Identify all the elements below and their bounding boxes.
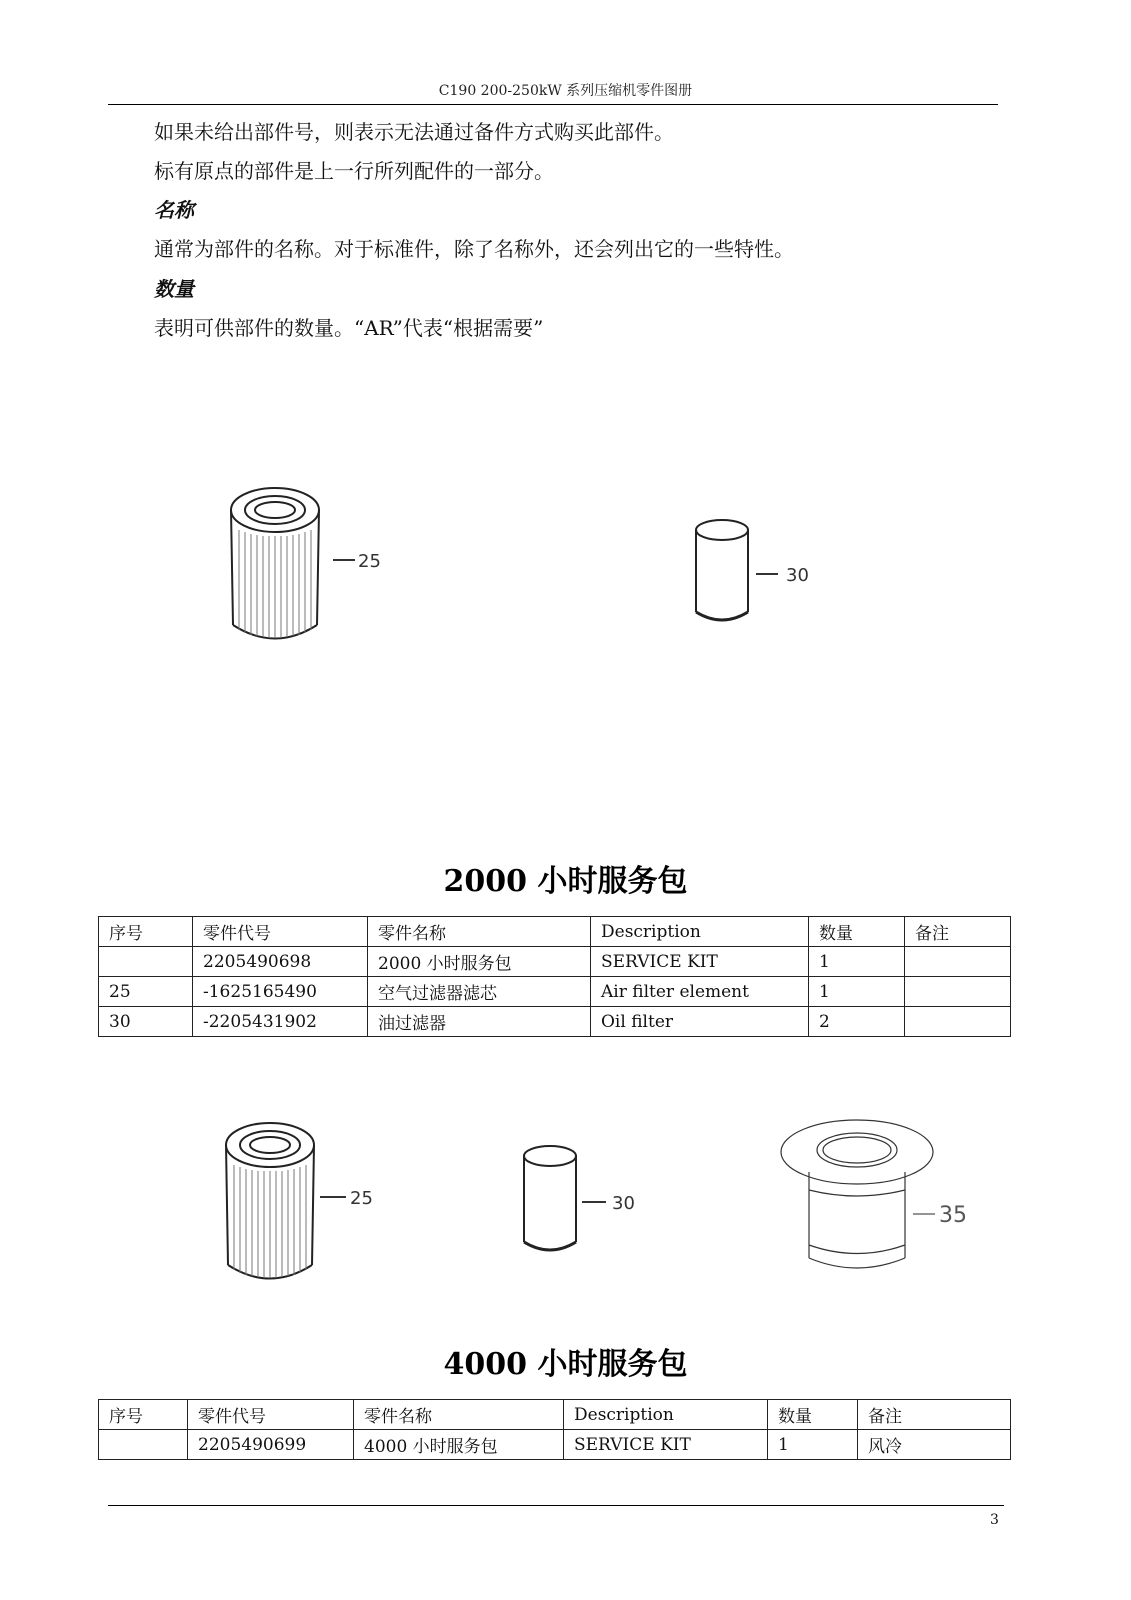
cell-part-number: 2205490699 [188, 1430, 354, 1460]
running-header: C190 200-250kW 系列压缩机零件图册 [438, 83, 693, 99]
callout-25-bottom: 25 [350, 1188, 373, 1209]
callout-35: 35 [939, 1203, 967, 1228]
cell-quantity: 2 [809, 1007, 905, 1037]
cell-part-number: 2205490698 [193, 947, 368, 977]
cell-remarks [905, 947, 1011, 977]
cell-description: SERVICE KIT [564, 1430, 768, 1460]
table-header-row [99, 1400, 1011, 1430]
col-header-index: 序号 [99, 917, 193, 947]
heading-quantity: 数量 [154, 277, 194, 301]
cell-description: Air filter element [591, 977, 809, 1007]
cell-part-name: 油过滤器 [368, 1007, 591, 1037]
cell-part-name: 空气过滤器滤芯 [368, 977, 591, 1007]
cell-index [99, 947, 193, 977]
cell-part-number: -2205431902 [193, 1007, 368, 1037]
col-header-part-number: 零件代号 [193, 917, 368, 947]
cell-description: SERVICE KIT [591, 947, 809, 977]
cell-remarks [905, 977, 1011, 1007]
cell-index: 25 [99, 977, 193, 1007]
cell-remarks [905, 1007, 1011, 1037]
table-row [99, 1430, 1011, 1460]
col-header-part-name: 零件名称 [354, 1400, 564, 1430]
section-2000-title: 2000 小时服务包 [443, 864, 688, 899]
table-row [99, 977, 1011, 1007]
col-header-remarks: 备注 [858, 1400, 1011, 1430]
cell-part-name: 4000 小时服务包 [354, 1430, 564, 1460]
oil-filter-figure-top [690, 512, 830, 632]
cell-index [99, 1430, 188, 1460]
service-kit-4000-table [98, 1399, 1011, 1460]
cell-quantity: 1 [809, 977, 905, 1007]
callout-25-top: 25 [358, 551, 381, 572]
separator-element-figure [775, 1110, 985, 1290]
header-rule [108, 104, 998, 105]
cell-description: Oil filter [591, 1007, 809, 1037]
section-4000-title: 4000 小时服务包 [443, 1347, 688, 1382]
name-description: 通常为部件的名称。对于标准件，除了名称外，还会列出它的一些特性。 [154, 237, 794, 261]
cell-quantity: 1 [809, 947, 905, 977]
intro-line-2: 标有原点的部件是上一行所列配件的一部分。 [154, 159, 554, 183]
table-row [99, 1007, 1011, 1037]
col-header-index: 序号 [99, 1400, 188, 1430]
table-header-row [99, 917, 1011, 947]
col-header-description: Description [591, 917, 809, 947]
col-header-description: Description [564, 1400, 768, 1430]
heading-name: 名称 [154, 198, 194, 222]
quantity-description: 表明可供部件的数量。“AR”代表“根据需要” [154, 316, 544, 340]
cell-index: 30 [99, 1007, 193, 1037]
service-kit-2000-table [98, 916, 1011, 1037]
col-header-remarks: 备注 [905, 917, 1011, 947]
table-row [99, 947, 1011, 977]
callout-30-bottom: 30 [612, 1193, 635, 1214]
cell-part-name: 2000 小时服务包 [368, 947, 591, 977]
col-header-quantity: 数量 [768, 1400, 858, 1430]
col-header-part-name: 零件名称 [368, 917, 591, 947]
col-header-part-number: 零件代号 [188, 1400, 354, 1430]
page-number: 3 [990, 1512, 999, 1528]
cell-quantity: 1 [768, 1430, 858, 1460]
footer-rule [108, 1505, 1004, 1506]
air-filter-figure-top [225, 480, 405, 650]
oil-filter-figure-bottom [518, 1138, 658, 1263]
cell-remarks: 风冷 [858, 1430, 1011, 1460]
intro-line-1: 如果未给出部件号，则表示无法通过备件方式购买此部件。 [154, 120, 674, 144]
col-header-quantity: 数量 [809, 917, 905, 947]
cell-part-number: -1625165490 [193, 977, 368, 1007]
air-filter-figure-bottom [220, 1115, 400, 1290]
callout-30-top: 30 [786, 565, 809, 586]
